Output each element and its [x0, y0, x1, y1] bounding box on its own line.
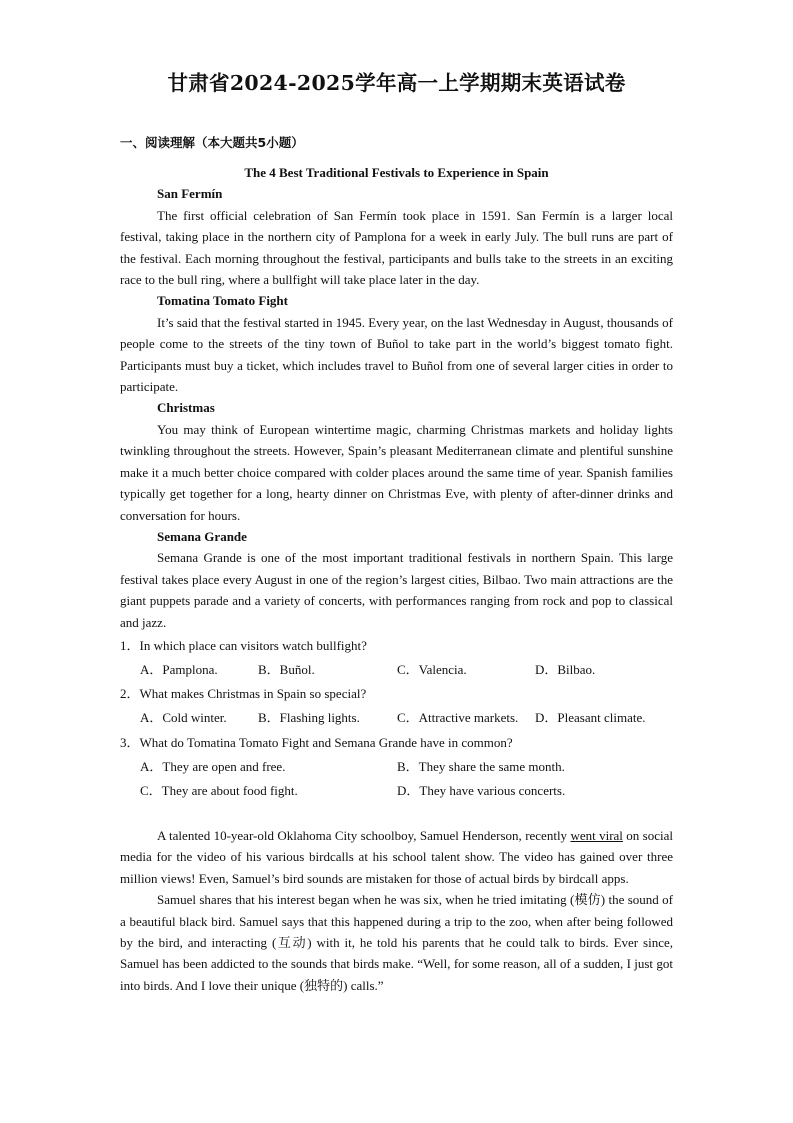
festival-heading: San Fermín	[157, 186, 223, 202]
answer-option[interactable]: A．They are open and free.	[140, 759, 286, 774]
answer-option[interactable]: D．Bilbao.	[535, 662, 596, 677]
answer-option[interactable]: A．Cold winter.	[140, 710, 227, 725]
answer-option[interactable]: C．Attractive markets.	[397, 710, 519, 725]
question-stem: 1．In which place can visitors watch bullfight?	[120, 638, 367, 653]
passage-paragraph: Samuel shares that his interest began when he was six, when he tried imitating (模仿) the sound of a beautiful black bird. Samuel says that this happened during a trip to the zoo, when after being followed by the bird, and interacting (互动) with it, he told his parents that he could talk to birds. Ever since, Samuel has been addicted to the sounds that birds make. “Well, for some reason, all of a sudden, I just got into birds. And I love their unique (独特的) calls.”	[120, 892, 673, 993]
text-run: on social media for the video of his various birdcalls at his school talent show. The video has gained over three million views! Even, Samuel’s bird sounds are mistaken for those of actual birds by birdcall apps.	[120, 828, 674, 886]
festival-paragraph: Semana Grande is one of the most important traditional festivals in northern Spain. This large festival takes place every August in one of the region’s largest cities, Bilbao. Two main attractions are the giant puppets parade and a variety of concerts, with performances ranging from rock and pop to classical and jazz.	[120, 550, 673, 630]
page-title: 甘肃省2024-2025学年高一上学期期末英语试卷	[167, 71, 626, 95]
passage-title: The 4 Best Traditional Festivals to Experience in Spain	[244, 165, 549, 180]
answer-option[interactable]: D．They have various concerts.	[397, 783, 566, 798]
passage-1	[120, 162, 673, 633]
passage-paragraph	[120, 825, 673, 889]
answer-option[interactable]: B．Buñol.	[258, 662, 315, 677]
answer-option[interactable]: B．They share the same month.	[397, 759, 565, 774]
section-heading: 一、阅读理解（本大题共5小题）	[120, 135, 304, 150]
passage-2	[120, 825, 673, 996]
festival-paragraph: It’s said that the festival started in 1945. Every year, on the last Wednesday in August, thousands of people come to the streets of the tiny town of Buñol to take part in the world’s biggest tomato fight. Participants must buy a ticket, which includes travel to Buñol from one of several larger cities in order to participate.	[120, 314, 673, 395]
answer-option[interactable]: C．They are about food fight.	[140, 783, 298, 798]
festival-heading: Christmas	[157, 400, 215, 416]
answer-option[interactable]: B．Flashing lights.	[258, 710, 360, 725]
festival-paragraph: You may think of European wintertime magic, charming Christmas markets and holiday lights twinkling throughout the streets. However, Spain’s pleasant Mediterranean climate and plentiful sunshine make it a much better choice compared with colder places around the same time of year. Spanish families typically get together for a long, hearty dinner on Christmas Eve, with plenty of after-dinner drinks and conversation for hours.	[120, 421, 673, 523]
question-stem: 3．What do Tomatina Tomato Fight and Semana Grande have in common?	[120, 735, 513, 750]
answer-option[interactable]: C．Valencia.	[397, 662, 467, 677]
answer-option[interactable]: D．Pleasant climate.	[535, 710, 646, 725]
text-run: A talented 10-year-old Oklahoma City schoolboy, Samuel Henderson, recently	[157, 828, 571, 843]
festival-heading: Semana Grande	[157, 528, 247, 544]
festival-heading: Tomatina Tomato Fight	[157, 293, 288, 309]
underlined-phrase: went viral	[570, 828, 623, 843]
answer-option[interactable]: A．Pamplona.	[140, 662, 218, 677]
question-stem: 2．What makes Christmas in Spain so special?	[120, 686, 367, 701]
festival-paragraph: The first official celebration of San Fermín took place in 1591. San Fermín is a larger local festival, taking place in the northern city of Pamplona for a week in early July. The bull runs are part of the festival. Each morning throughout the festival, participants and bulls take to the streets in an exciting race to the bull ring, where a bullfight will take place later in the day.	[120, 207, 673, 288]
